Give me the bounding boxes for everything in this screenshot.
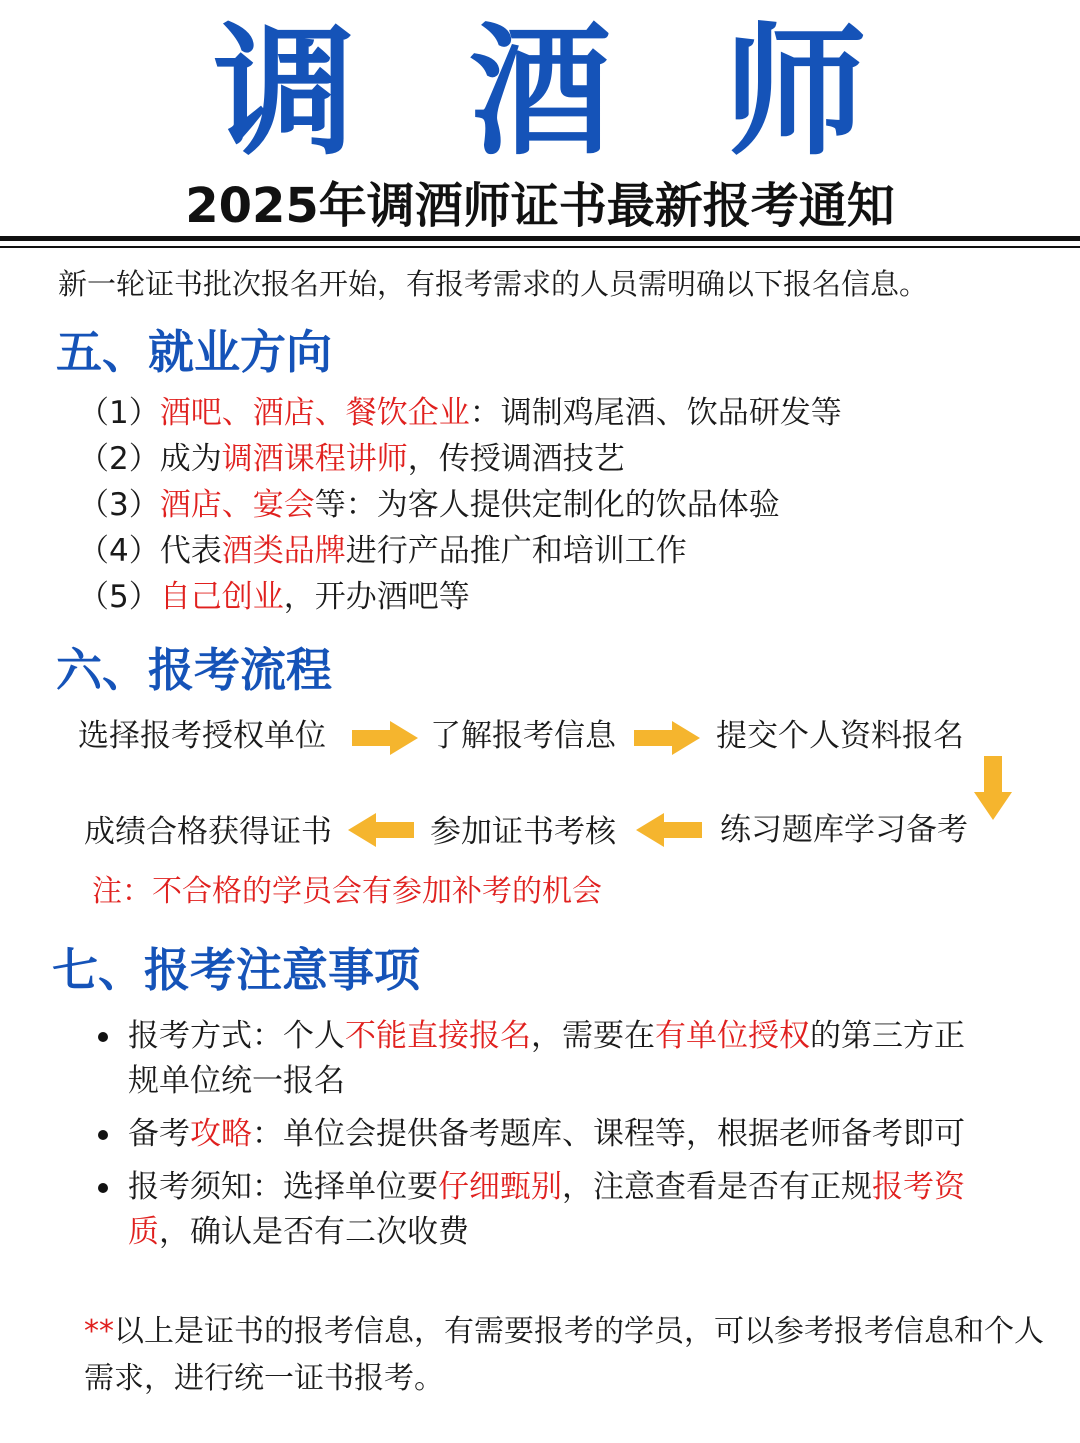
item-number: （5） bbox=[78, 579, 160, 615]
section-heading-notes: 七、报考注意事项 bbox=[52, 943, 420, 997]
bullet-icon bbox=[98, 1032, 108, 1042]
bullet-icon bbox=[98, 1183, 108, 1193]
page-subtitle: 2025年调酒师证书最新报考通知 bbox=[185, 178, 895, 234]
item-text: ，开办酒吧等 bbox=[283, 579, 470, 615]
highlight-text: 有单位授权 bbox=[655, 1018, 810, 1054]
item-number: （4） bbox=[78, 533, 160, 569]
footer-text bbox=[84, 1308, 1044, 1402]
item-number: （1） bbox=[78, 395, 160, 431]
footer-body: 以上是证书的报考信息，有需要报考的学员，可以参考报考信息和个人需求，进行统一证书报考。 bbox=[84, 1314, 1044, 1396]
flow-step-1: 选择报考授权单位 bbox=[78, 718, 326, 754]
flow-step-5: 参加证书考核 bbox=[430, 814, 616, 850]
arrow-right-icon bbox=[350, 718, 420, 758]
highlight-text: 攻略 bbox=[190, 1116, 252, 1152]
arrow-right-icon bbox=[632, 718, 702, 758]
item-text: 的第三方正规单位统一报名 bbox=[128, 1018, 965, 1099]
list-item bbox=[78, 528, 842, 574]
arrow-left-icon bbox=[346, 810, 416, 850]
flow-step-2: 了解报考信息 bbox=[430, 718, 616, 754]
list-item bbox=[78, 482, 842, 528]
notes-list bbox=[98, 1014, 998, 1263]
item-number: （2） bbox=[78, 441, 160, 477]
footer-stars: ** bbox=[84, 1314, 114, 1349]
list-item bbox=[98, 1165, 998, 1255]
list-item bbox=[78, 574, 842, 620]
item-text: 进行产品推广和培训工作 bbox=[345, 533, 687, 569]
section-heading-process: 六、报考流程 bbox=[56, 643, 332, 697]
highlight-text: 不能直接报名 bbox=[345, 1018, 531, 1054]
page-title: 调 酒 师 bbox=[213, 10, 899, 175]
arrow-left-icon bbox=[634, 810, 704, 850]
item-text: ，需要在 bbox=[531, 1018, 655, 1054]
item-text: 等：为客人提供定制化的饮品体验 bbox=[314, 487, 780, 523]
list-item bbox=[78, 436, 842, 482]
flow-step-3: 提交个人资料报名 bbox=[716, 718, 964, 754]
flow-step-4: 练习题库学习备考 bbox=[720, 812, 968, 848]
highlight-text: 酒吧、酒店、餐饮企业 bbox=[159, 395, 470, 431]
item-text: ：调制鸡尾酒、饮品研发等 bbox=[469, 395, 842, 431]
highlight-text: 酒店、宴会 bbox=[159, 487, 315, 523]
intro-text: 新一轮证书批次报名开始，有报考需求的人员需明确以下报名信息。 bbox=[58, 267, 929, 301]
process-note: 注：不合格的学员会有参加补考的机会 bbox=[92, 874, 602, 909]
item-number: （3） bbox=[78, 487, 160, 523]
item-text: 报考须知：选择单位要 bbox=[128, 1169, 438, 1205]
item-text: 代表 bbox=[159, 533, 222, 569]
flow-step-6: 成绩合格获得证书 bbox=[84, 814, 332, 850]
highlight-text: 调酒课程讲师 bbox=[221, 441, 408, 477]
highlight-text: 报考资质 bbox=[128, 1169, 965, 1250]
section-heading-employment: 五、就业方向 bbox=[56, 325, 332, 379]
bullet-icon bbox=[98, 1130, 108, 1140]
item-text: ：单位会提供备考题库、课程等，根据老师备考即可 bbox=[252, 1116, 965, 1152]
item-text: 报考方式：个人 bbox=[128, 1018, 345, 1054]
list-item bbox=[98, 1014, 998, 1104]
item-text: ，注意查看是否有正规 bbox=[562, 1169, 872, 1205]
highlight-text: 自己创业 bbox=[159, 579, 284, 615]
item-text: ，传授调酒技艺 bbox=[407, 441, 625, 477]
list-item bbox=[78, 390, 842, 436]
list-item bbox=[98, 1112, 998, 1157]
item-text: 成为 bbox=[159, 441, 222, 477]
arrow-down-icon bbox=[972, 754, 1014, 822]
divider-thick bbox=[0, 236, 1080, 241]
highlight-text: 酒类品牌 bbox=[221, 533, 346, 569]
divider-thin bbox=[0, 246, 1080, 248]
item-text: ，确认是否有二次收费 bbox=[159, 1214, 469, 1250]
item-text: 备考 bbox=[128, 1116, 190, 1152]
employment-list bbox=[78, 390, 842, 620]
highlight-text: 仔细甄别 bbox=[438, 1169, 562, 1205]
